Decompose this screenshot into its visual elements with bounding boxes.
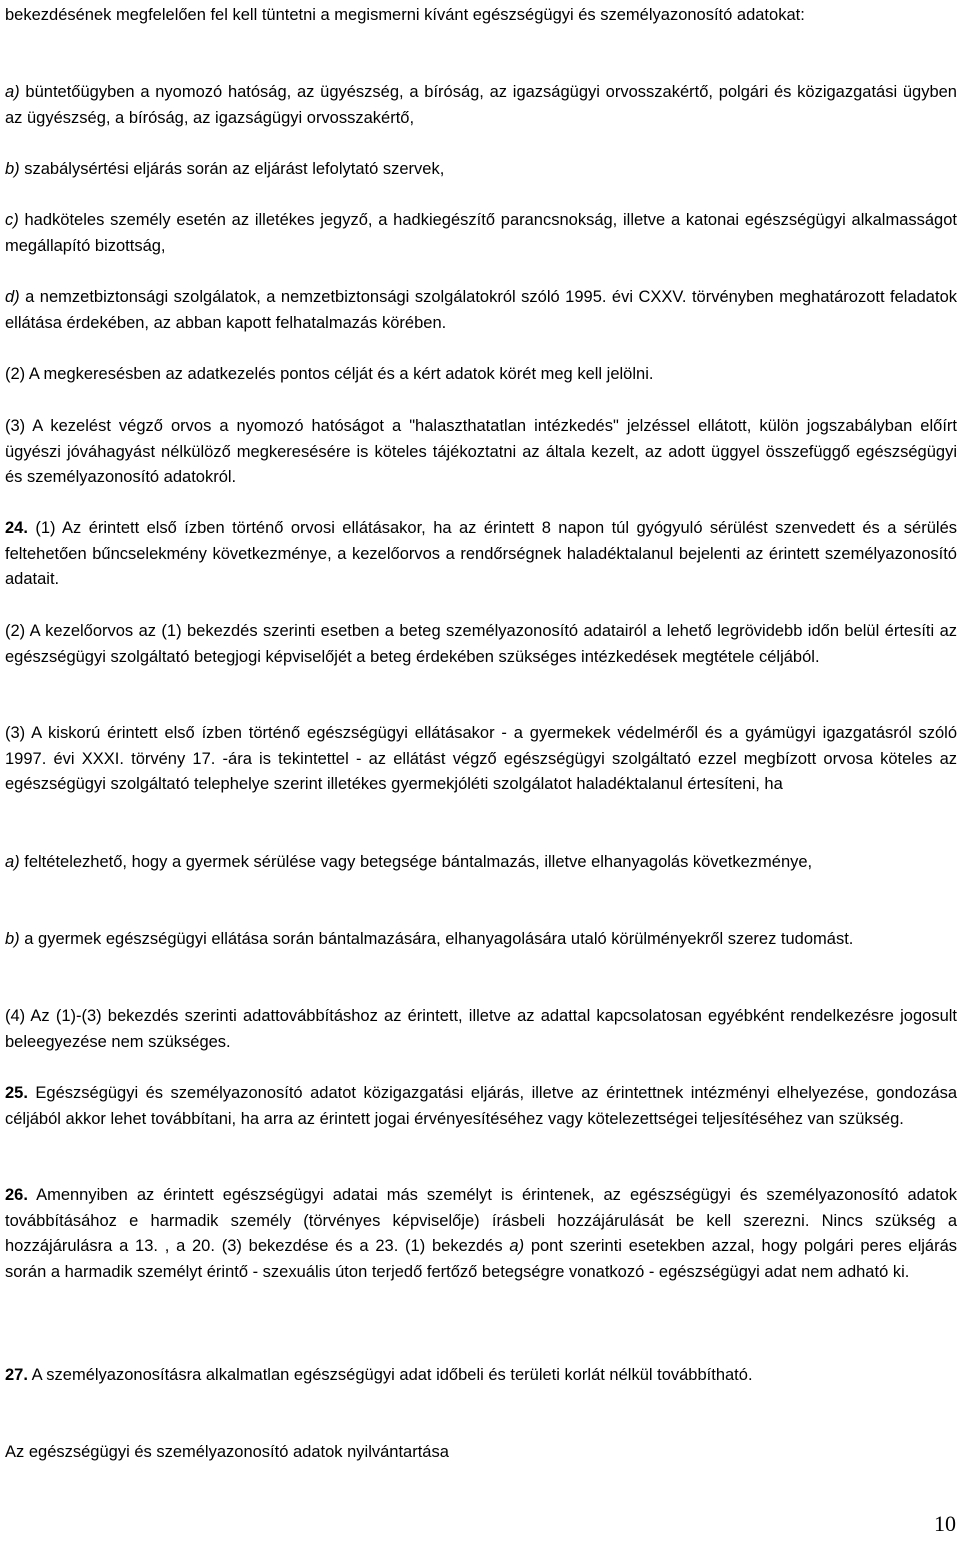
paragraph-text: (2) A megkeresésben az adatkezelés pontos célját és a kért adatok körét meg kell jelölni. xyxy=(5,365,654,383)
paragraph-text: (3) A kezelést végző orvos a nyomozó hatóságot a "halaszthatatlan intézkedés" jelzéssel ellátott, külön jogszabályban előírt ügyészi jóváhagyást nélkülöző megkeresésére is köteles tájékoztatni az általa kezelt, az adott üggyel összefüggő egészségügyi és személyazonosító adatokról. xyxy=(5,417,957,486)
paragraph-b-misdemeanor xyxy=(5,157,957,183)
paragraph-text: (3) A kiskorú érintett első ízben történő egészségügyi ellátásakor - a gyermekek védelméről és a gyámügyi igazgatásról szóló 1997. évi XXXI. törvény 17. -ára is tekintettel - az ellátást végző egészségügyi szolgáltató ezzel megbízott orvosa köteles az egészségügyi szolgáltató telephelye szerint illetékes gyermekjóléti szolgálatot haladéktalanul értesíteni, ha xyxy=(5,724,957,793)
paragraph-text: Amennyiben az érintett egészségügyi adatai más személyt is érintenek, az egészségügyi és személyazonosító adatok továbbításához e harmadik személy (törvényes képviselője) írásbeli hozzájárulását be kell szerezni. Nincs szükség a hozzájárulásra a 13. , a 20. (3) bekezdése és a 23. (1) bekezdés xyxy=(5,1186,957,1255)
section-26 xyxy=(5,1183,957,1285)
section-24-point-b xyxy=(5,927,957,953)
paragraph-text: feltételezhető, hogy a gyermek sérülése vagy betegsége bántalmazás, illetve elhanyagolás következménye, xyxy=(19,853,813,871)
paragraph-a-criminal xyxy=(5,80,957,131)
paragraph-c-conscript xyxy=(5,208,957,259)
page-number: 10 xyxy=(934,1511,956,1536)
list-letter: a) xyxy=(5,853,20,871)
list-letter: d) xyxy=(5,288,20,306)
section-27 xyxy=(5,1363,957,1389)
paragraph-intro xyxy=(5,3,957,29)
paragraph-text: Egészségügyi és személyazonosító adatot közigazgatási eljárás, illetve az érintettnek intézményi elhelyezése, gondozása céljából akkor lehet továbbítani, ha arra az érintett jogai érvényesítéséhez vagy kötelezettségei teljesítéséhez van szükség. xyxy=(5,1084,957,1128)
paragraph-2-request xyxy=(5,362,957,388)
section-heading-registry xyxy=(5,1440,957,1466)
paragraph-text: (2) A kezelőorvos az (1) bekezdés szerinti esetben a beteg személyazonosító adatairól a lehető legrövidebb időn belül értesíti az egészségügyi szolgáltató betegjogi képviselőjét a beteg érdekében szükséges intézkedések megtétele céljából. xyxy=(5,622,957,666)
paragraph-text: a gyermek egészségügyi ellátása során bántalmazására, elhanyagolására utaló körülményekről szerez tudomást. xyxy=(19,930,854,948)
list-letter: b) xyxy=(5,930,20,948)
section-number: 24. xyxy=(5,519,28,537)
section-number: 25. xyxy=(5,1084,28,1102)
paragraph-text: pont szerinti esetekben azzal, hogy polgári peres eljárás során a harmadik személyt érintő - szexuális úton terjedő fertőző betegségre vonatkozó - egészségügyi adat nem adható ki. xyxy=(5,1237,957,1281)
paragraph-d-national-security xyxy=(5,285,957,336)
paragraph-3-urgent xyxy=(5,414,957,491)
paragraph-text: A személyazonosításra alkalmatlan egészségügyi adat időbeli és területi korlát nélkül továbbítható. xyxy=(27,1366,753,1384)
list-letter: a) xyxy=(509,1237,525,1255)
section-24-paragraph-4 xyxy=(5,1004,957,1055)
list-letter: a) xyxy=(5,83,20,101)
section-24-point-a xyxy=(5,850,957,876)
section-25 xyxy=(5,1081,957,1132)
list-letter: c) xyxy=(5,211,19,229)
paragraph-text: büntetőügyben a nyomozó hatóság, az ügyészség, a bíróság, az igazságügyi orvosszakértő, polgári és közigazgatási ügyben az ügyészség, a bíróság, az igazságügyi orvosszakértő, xyxy=(5,83,957,127)
paragraph-text: hadköteles személy esetén az illetékes jegyző, a hadkiegészítő parancsnokság, illetve a katonai egészségügyi alkalmasságot megállapító bizottság, xyxy=(5,211,957,255)
list-letter: b) xyxy=(5,160,20,178)
paragraph-text: szabálysértési eljárás során az eljárást lefolytató szervek, xyxy=(19,160,445,178)
paragraph-text: a nemzetbiztonsági szolgálatok, a nemzetbiztonsági szolgálatokról szóló 1995. évi CXXV. törvényben meghatározott feladatok ellátása érdekében, az abban kapott felhatalmazás körében. xyxy=(5,288,957,332)
section-24-paragraph-2 xyxy=(5,619,957,670)
paragraph-text: (4) Az (1)-(3) bekezdés szerinti adattovábbításhoz az érintett, illetve az adattal kapcsolatosan egyébként rendelkezésre jogosult beleegyezése nem szükséges. xyxy=(5,1007,957,1051)
section-number: 27. xyxy=(5,1366,28,1384)
paragraph-text: bekezdésének megfelelően fel kell tüntetni a megismerni kívánt egészségügyi és személyazonosító adatokat: xyxy=(5,6,805,24)
section-24-paragraph-3 xyxy=(5,721,957,798)
paragraph-text: (1) Az érintett első ízben történő orvosi ellátásakor, ha az érintett 8 napon túl gyógyuló sérülést szenvedett és a sérülés feltehetően bűncselekmény következménye, a kezelőorvos a rendőrségnek haladéktalanul bejelenti az érintett személyazonosító adatait. xyxy=(5,519,957,588)
section-number: 26. xyxy=(5,1186,28,1204)
section-24-paragraph-1 xyxy=(5,516,957,593)
heading-text: Az egészségügyi és személyazonosító adatok nyilvántartása xyxy=(5,1443,449,1461)
